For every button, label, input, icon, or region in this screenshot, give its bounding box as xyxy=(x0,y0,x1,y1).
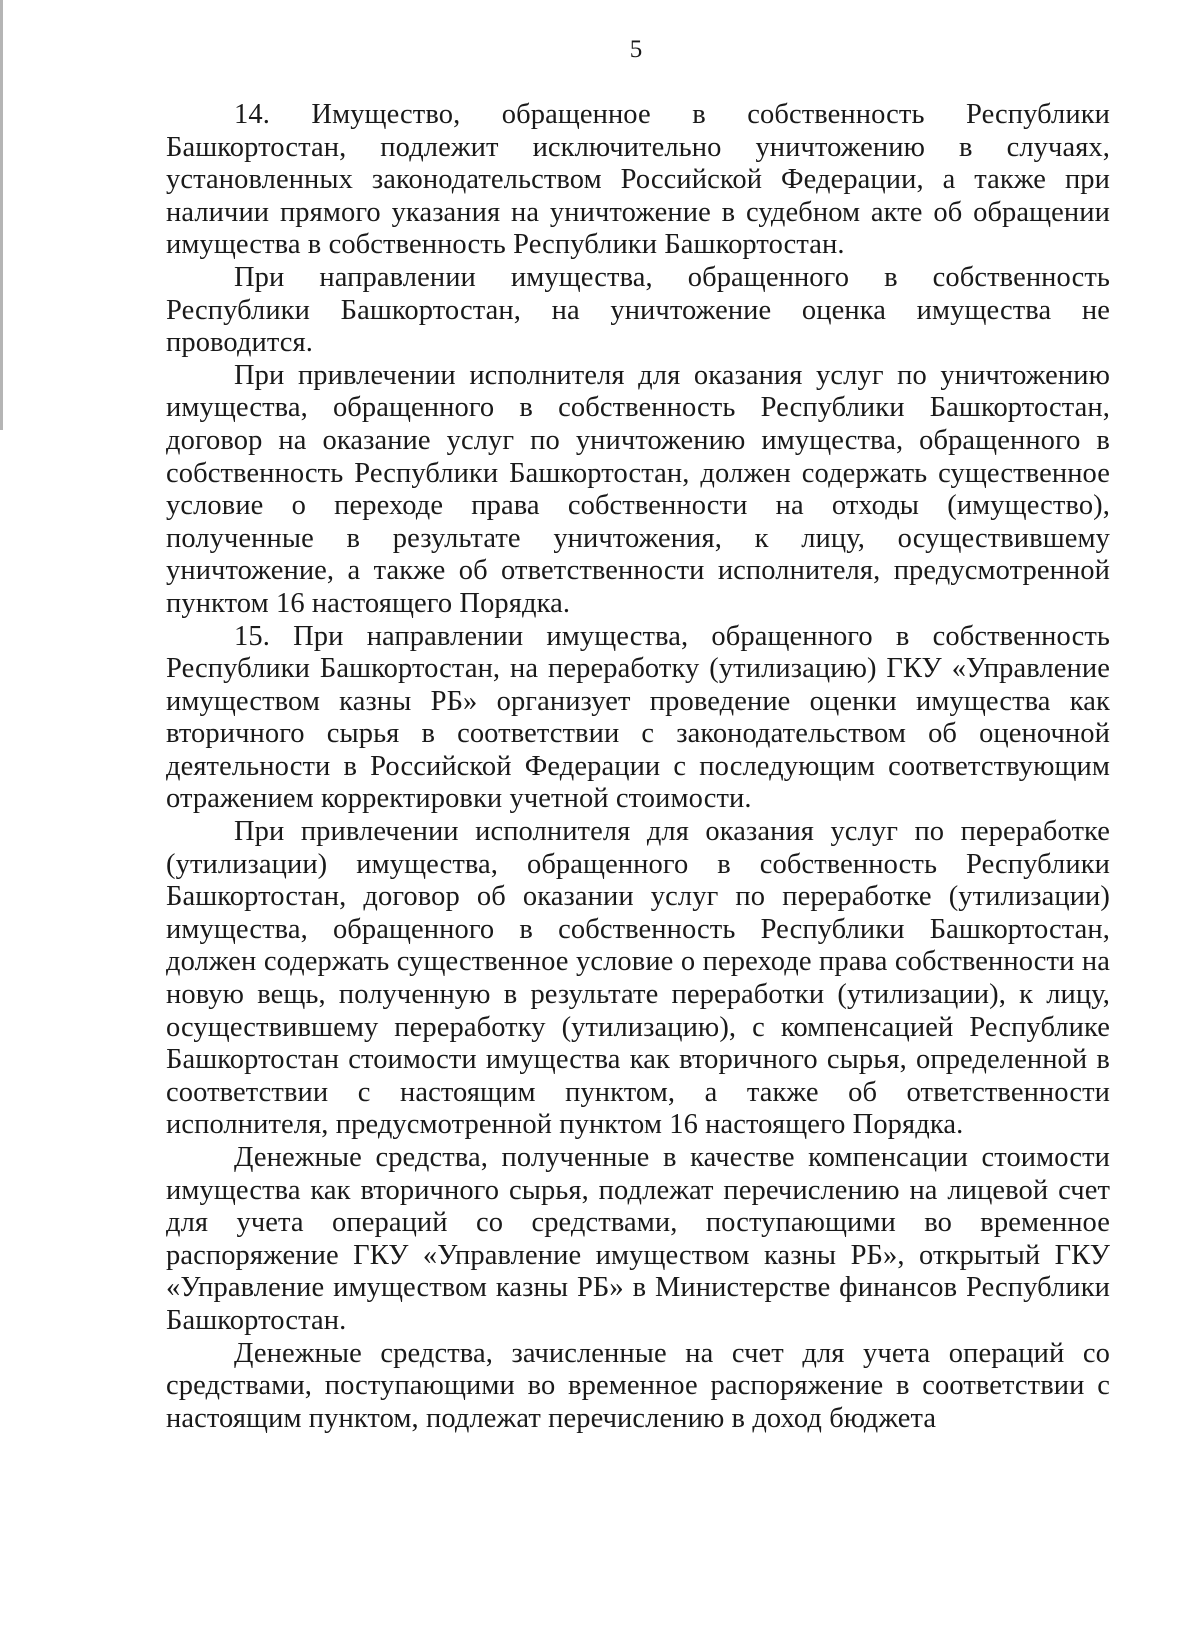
paragraph-15: 15. При направлении имущества, обращенного в собственность Республики Башкортостан, на переработку (утилизацию) ГКУ «Управление имуществом казны РБ» организует проведение оценки имущества как вторичного сырья в соответствии с законодательством об оценочной деятельности в Российской Федерации с последующим соответствующим отражением корректировки учетной стоимости. xyxy=(166,620,1110,815)
paragraph-destruction-valuation: При направлении имущества, обращенного в собственность Республики Башкортостан, на уничтожение оценка имущества не проводится. xyxy=(166,261,1110,359)
scan-edge-shadow xyxy=(0,0,3,430)
document-body xyxy=(166,99,1110,1435)
paragraph-destruction-contractor: При привлечении исполнителя для оказания услуг по уничтожению имущества, обращенного в собственность Республики Башкортостан, договор на оказание услуг по уничтожению имущества, обращенного в собственность Республики Башкортостан, должен содержать существенное условие о переходе права собственности на отходы (имущество), полученные в результате уничтожения, к лицу, осуществившему уничтожение, а также об ответственности исполнителя, предусмотренной пунктом 16 настоящего Порядка. xyxy=(166,359,1110,619)
paragraph-budget-transfer: Денежные средства, зачисленные на счет для учета операций со средствами, поступающими во временное распоряжение в соответствии с настоящим пунктом, подлежат перечислению в доход бюджета xyxy=(166,1337,1110,1434)
page-number: 5 xyxy=(629,36,643,63)
paragraph-recycling-contractor: При привлечении исполнителя для оказания услуг по переработке (утилизации) имущества, обращенного в собственность Республики Башкортостан, договор об оказании услуг по переработке (утилизации) имущества, обращенного в собственность Республики Башкортостан, должен содержать существенное условие о переходе права собственности на новую вещь, полученную в результате переработки (утилизации), к лицу, осуществившему переработку (утилизацию), с компенсацией Республике Башкортостан стоимости имущества как вторичного сырья, определенной в соответствии с настоящим пунктом, а также об ответственности исполнителя, предусмотренной пунктом 16 настоящего Порядка. xyxy=(166,816,1110,1141)
paragraph-compensation-funds: Денежные средства, полученные в качестве компенсации стоимости имущества как вторичного сырья, подлежат перечислению на лицевой счет для учета операций со средствами, поступающими во временное распоряжение ГКУ «Управление имуществом казны РБ», открытый ГКУ «Управление имуществом казны РБ» в Министерстве финансов Республики Башкортостан. xyxy=(166,1142,1110,1336)
paragraph-14: 14. Имущество, обращенное в собственность Республики Башкортостан, подлежит исключительно уничтожению в случаях, установленных законодательством Российской Федерации, а также при наличии прямого указания на уничтожение в судебном акте об обращении имущества в собственность Республики Башкортостан. xyxy=(166,99,1110,261)
